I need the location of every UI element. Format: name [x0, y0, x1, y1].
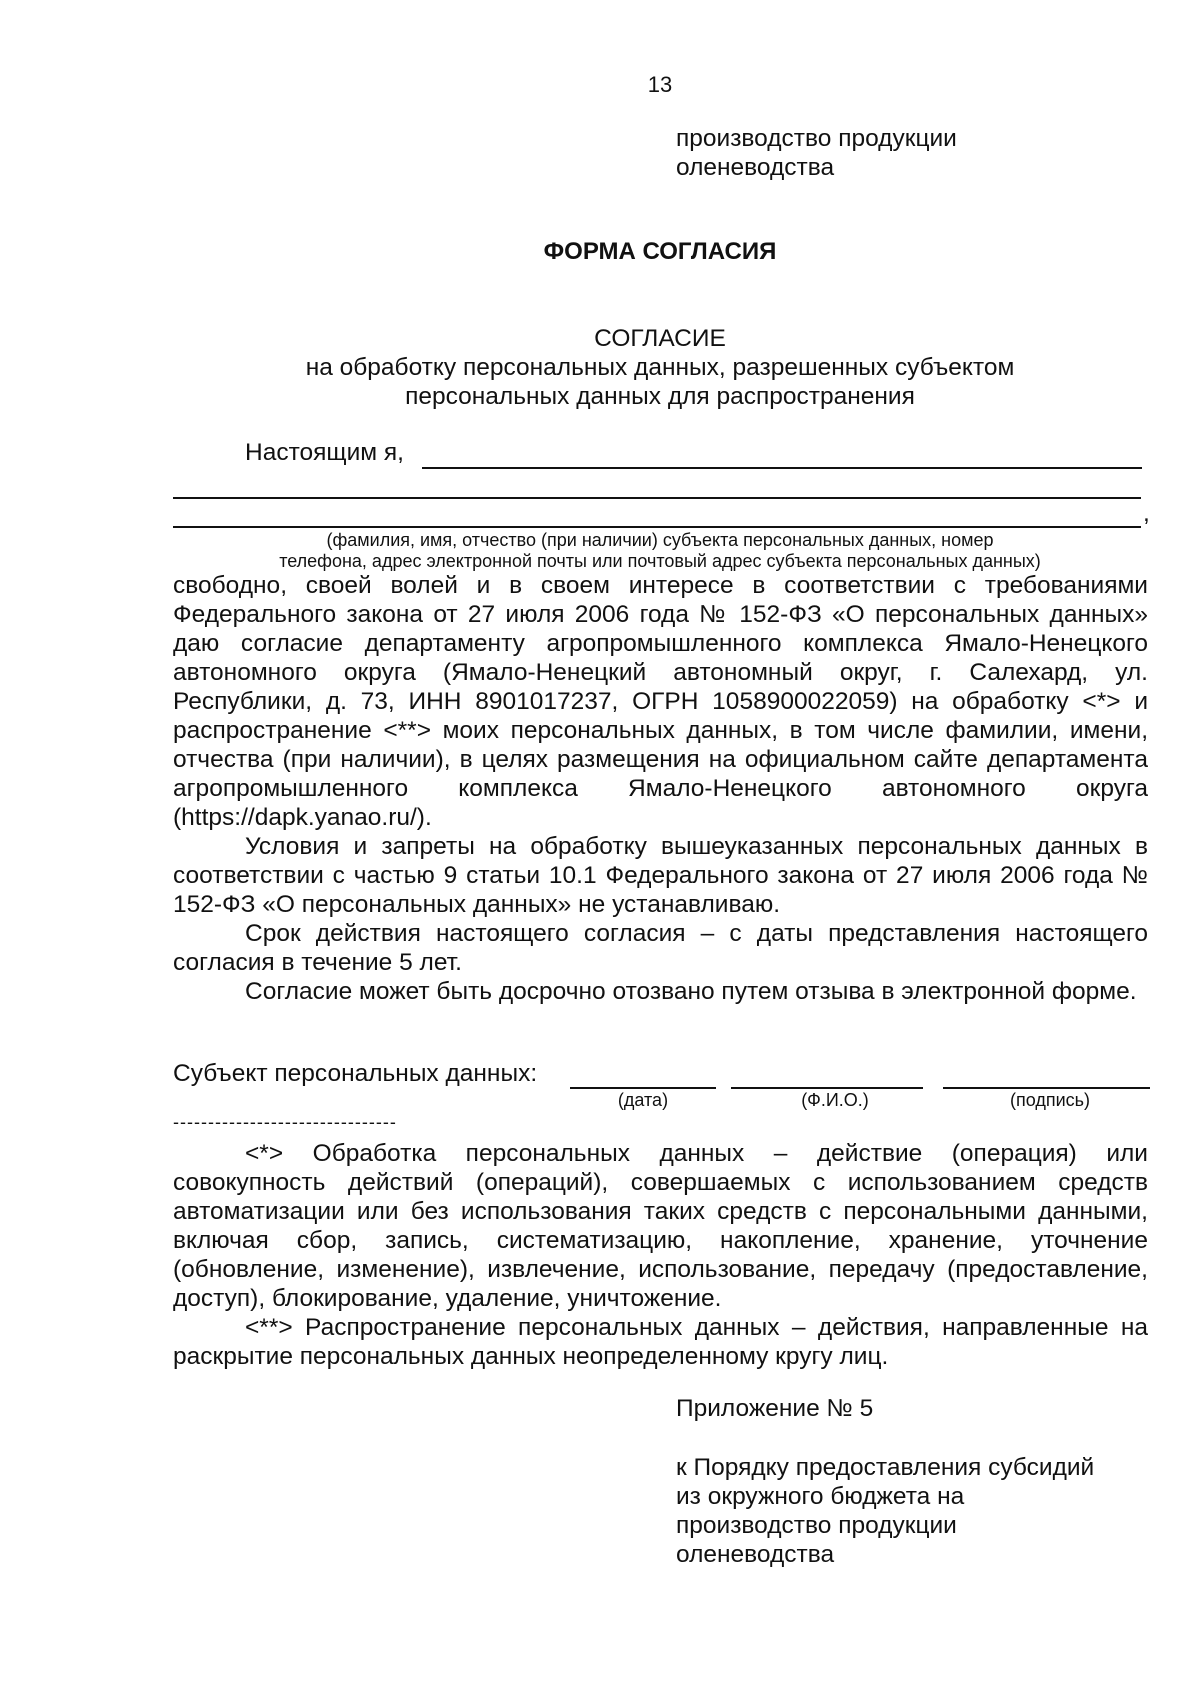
- header-right-line: оленеводства: [676, 154, 835, 181]
- consent-title: [0, 324, 1200, 411]
- body-paragraph: Условия и запреты на обработку вышеуказанных персональных данных в соответствии с частью 9 статьи 10.1 Федерального закона от 27 июля 2006 года № 152-ФЗ «О персональных данных» не устанавливаю.: [173, 833, 1148, 918]
- appendix-line: из окружного бюджета на: [676, 1483, 965, 1510]
- consent-title-line: персональных данных для распространения: [405, 383, 915, 410]
- form-title: ФОРМА СОГЛАСИЯ: [543, 238, 777, 265]
- fill-hint-line: телефона, адрес электронной почты или почтовый адрес субъекта персональных данных): [279, 551, 1041, 571]
- signature-date-caption: (дата): [617, 1090, 669, 1110]
- signature-date-line[interactable]: [570, 1087, 716, 1089]
- fill-line-3[interactable]: [173, 526, 1141, 528]
- fill-line-name[interactable]: [422, 467, 1142, 469]
- fill-line-2[interactable]: [173, 497, 1141, 499]
- body-paragraph: Согласие может быть досрочно отозвано путем отзыва в электронной форме.: [245, 978, 1137, 1005]
- signature-sign-line[interactable]: [943, 1087, 1150, 1089]
- fill-label: Настоящим я,: [245, 439, 404, 466]
- body-paragraph: свободно, своей волей и в своем интересе в соответствии с требованиями Федерального закона от 27 июля 2006 года № 152-ФЗ «О персональных данных» даю согласие департаменту агропромышленного комплекса Ямало-Ненецкого автономного округа (Ямало-Ненецкий автономный округ, г. Салехард, ул. Республики, д. 73, ИНН 8901017237, ОГРН 1058900022059) на обработку <*> и распространение <**> моих персональных данных, в том числе фамилии, имени, отчества (при наличии), в целях размещения на официальном сайте департамента агропромышленного комплекса Ямало-Ненецкого автономного округа (https://dapk.yanao.ru/).: [173, 572, 1148, 831]
- page-number: 13: [647, 72, 673, 97]
- fill-comma: ,: [1143, 500, 1150, 527]
- appendix-title: Приложение № 5: [676, 1395, 874, 1422]
- signature-sign-caption: (подпись): [1009, 1090, 1091, 1110]
- appendix-line: производство продукции: [676, 1512, 957, 1539]
- body-paragraph: Срок действия настоящего согласия – с даты представления настоящего согласия в течение 5 лет.: [173, 920, 1148, 976]
- footnote: <*> Обработка персональных данных – действие (операция) или совокупность действий (операций), совершаемых с использованием средств автоматизации или без использования таких средств с персональными данными, включая сбор, запись, систематизацию, накопление, хранение, уточнение (обновление, изменение), извлечение, использование, передачу (предоставление, доступ), блокирование, удаление, уничтожение.: [173, 1140, 1148, 1312]
- fill-hint-line: (фамилия, имя, отчество (при наличии) субъекта персональных данных, номер: [326, 530, 994, 550]
- footnote-separator: --------------------------------: [173, 1112, 397, 1132]
- consent-body: [173, 571, 1148, 1006]
- header-right-block: [676, 124, 957, 182]
- consent-title-line: СОГЛАСИЕ: [594, 325, 726, 352]
- fill-hint: [0, 530, 1200, 572]
- appendix-block: [676, 1453, 1094, 1569]
- header-right-line: производство продукции: [676, 125, 957, 152]
- consent-title-line: на обработку персональных данных, разрешенных субъектом: [305, 354, 1015, 381]
- appendix-line: оленеводства: [676, 1541, 835, 1568]
- footnotes: [173, 1139, 1148, 1371]
- signature-label: Субъект персональных данных:: [173, 1060, 538, 1087]
- signature-name-line[interactable]: [731, 1087, 923, 1089]
- footnote: <**> Распространение персональных данных – действия, направленные на раскрытие персональных данных неопределенному кругу лиц.: [173, 1314, 1148, 1370]
- appendix-line: к Порядку предоставления субсидий: [676, 1454, 1095, 1481]
- signature-name-caption: (Ф.И.О.): [801, 1090, 869, 1110]
